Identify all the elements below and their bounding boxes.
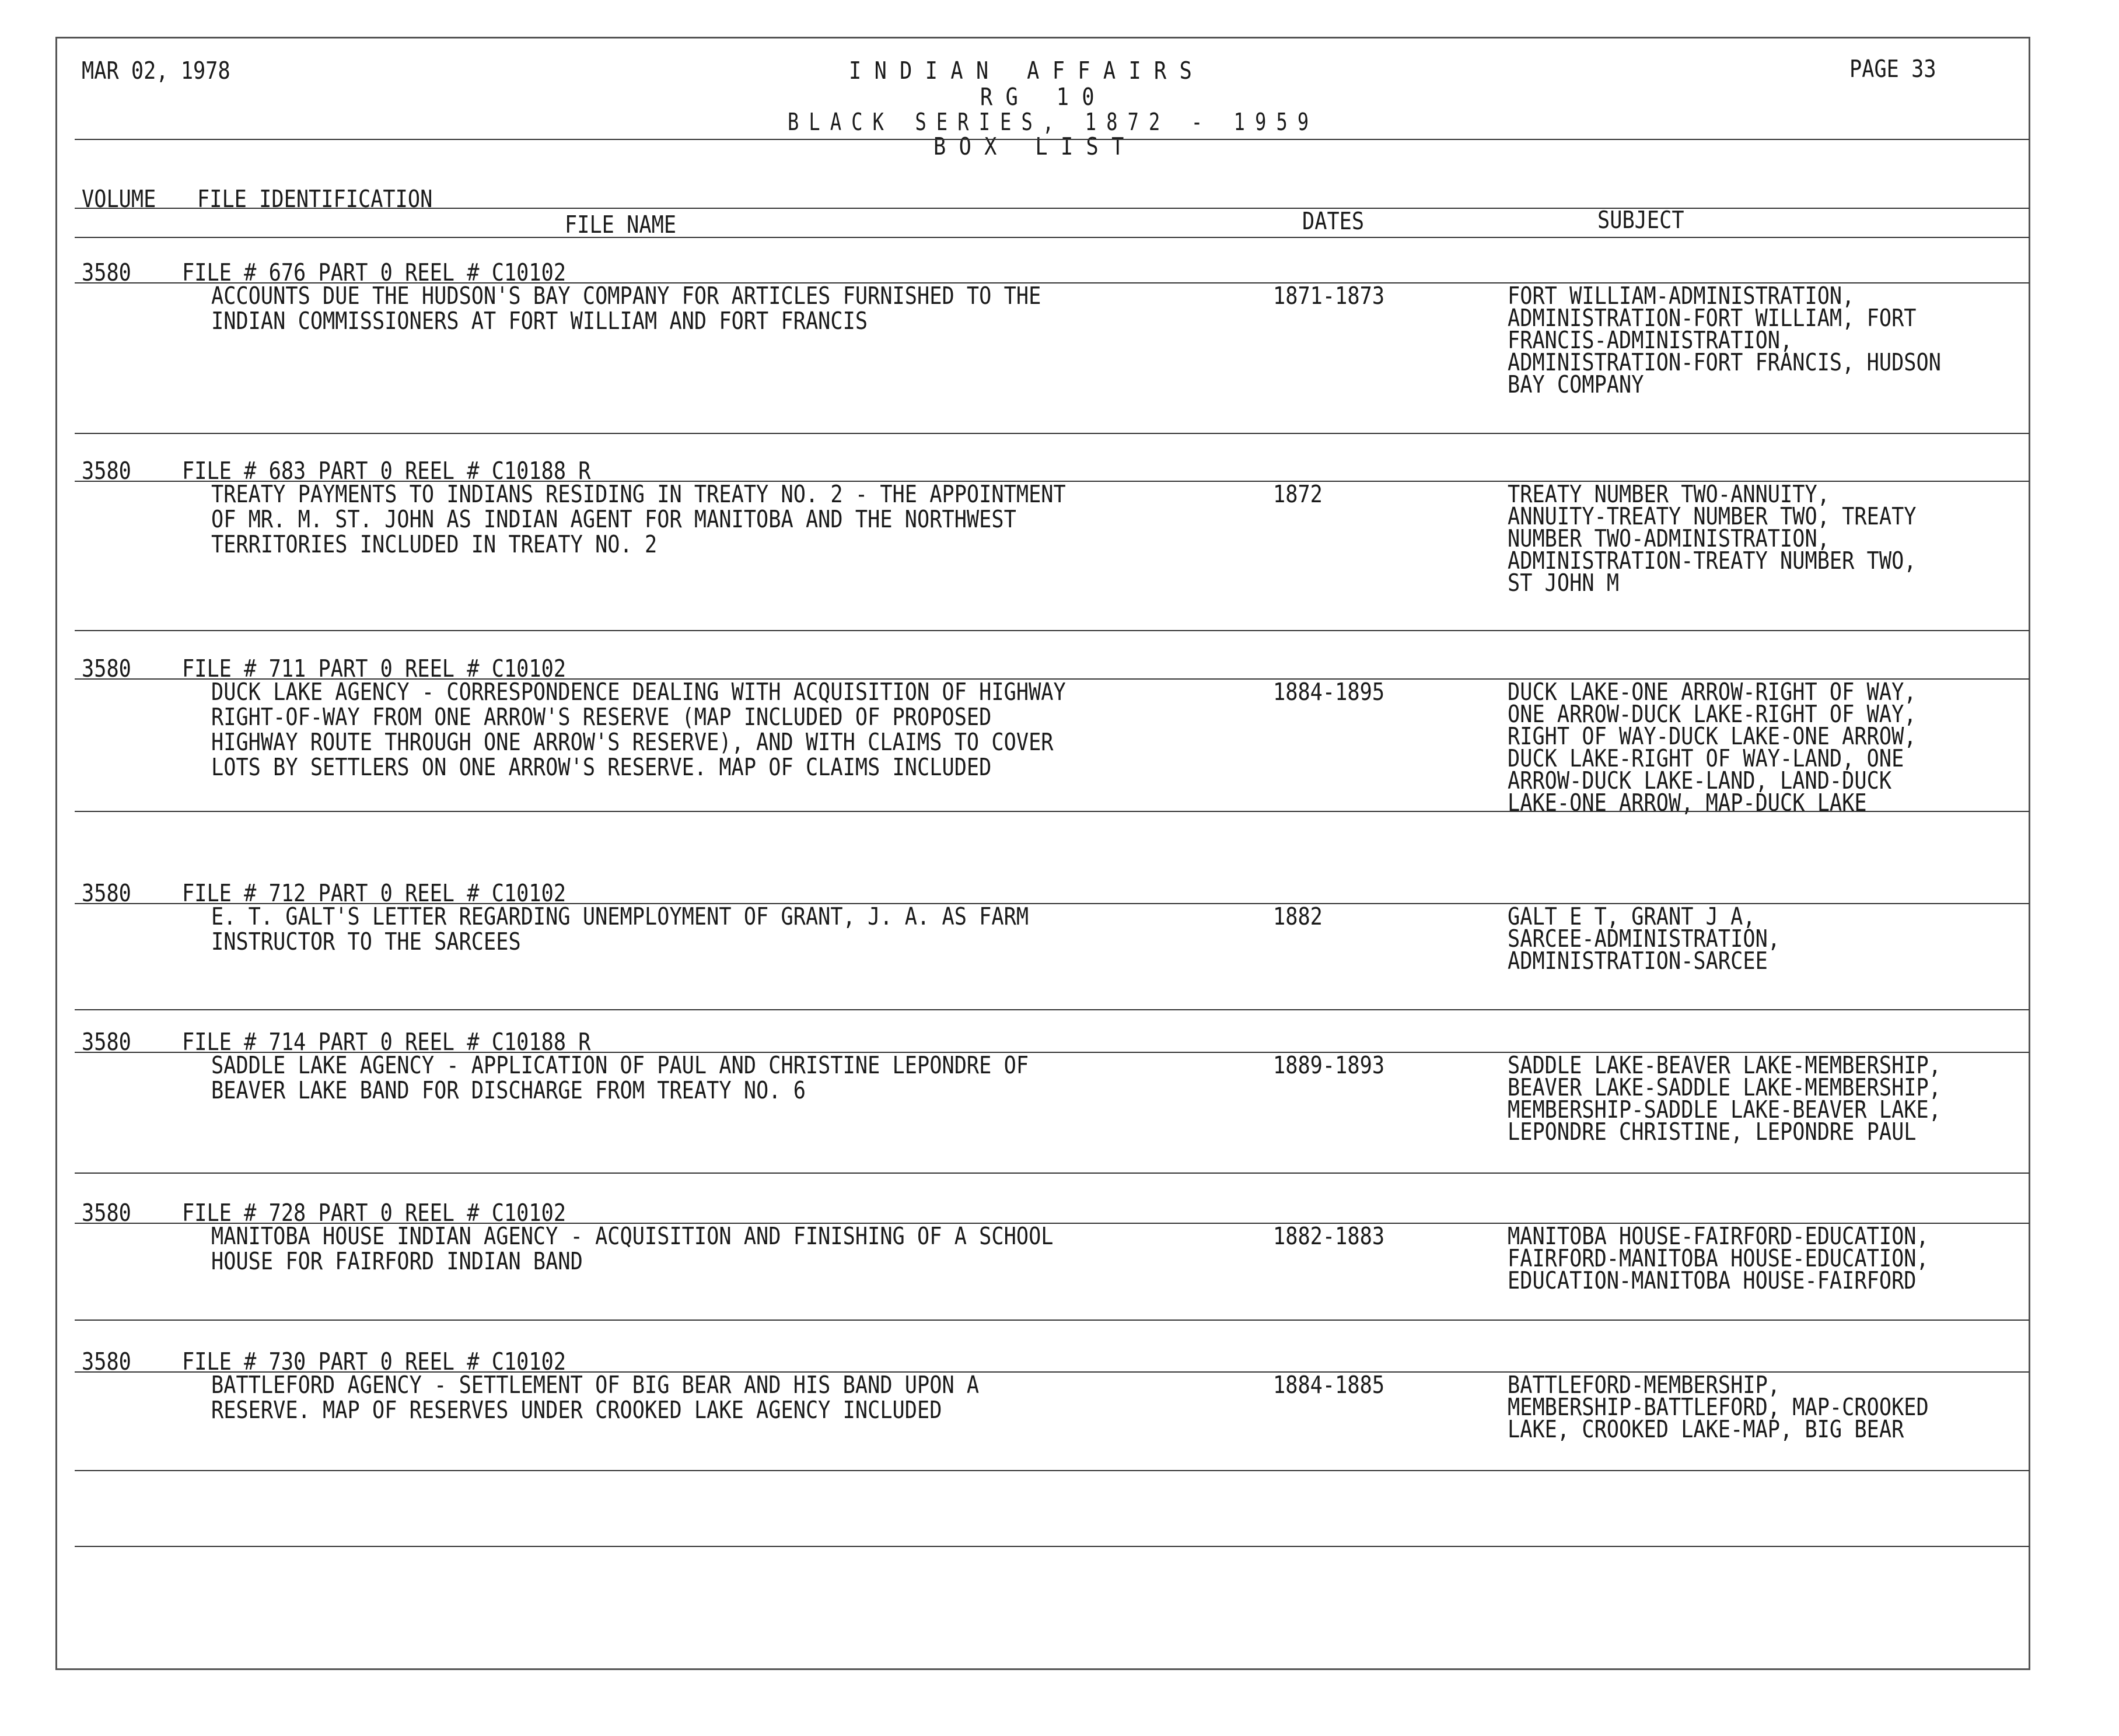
entry-subject-line: ADMINISTRATION-TREATY NUMBER TWO, (1508, 547, 1917, 575)
entry-file-name-line: BATTLEFORD AGENCY - SETTLEMENT OF BIG BEAR AND HIS BAND UPON A (211, 1371, 980, 1399)
entry-subject-line: LEPONDRE CHRISTINE, LEPONDRE PAUL (1508, 1118, 1917, 1146)
entry-separator (75, 1172, 2029, 1174)
entry-file-name-line: INSTRUCTOR TO THE SARCEES (211, 928, 521, 956)
entry-file-id: FILE # 712 PART 0 REEL # C10102 (182, 879, 567, 907)
entry-subject-line: TREATY NUMBER TWO-ANNUITY, (1508, 480, 1830, 508)
entry-file-id: FILE # 683 PART 0 REEL # C10188 R (182, 457, 591, 485)
entry-subject-line: LAKE-ONE ARROW, MAP-DUCK LAKE (1508, 789, 1867, 817)
entry-subject-line: DUCK LAKE-ONE ARROW-RIGHT OF WAY, (1508, 678, 1917, 706)
entry-subject-line: FORT WILLIAM-ADMINISTRATION, (1508, 282, 1855, 310)
entry-file-name-line: BEAVER LAKE BAND FOR DISCHARGE FROM TREATY NO. 6 (211, 1076, 806, 1104)
entry-file-id: FILE # 728 PART 0 REEL # C10102 (182, 1199, 567, 1227)
entry-subject-line: MANITOBA HOUSE-FAIRFORD-EDUCATION, (1508, 1222, 1929, 1250)
entry-dates: 1882 (1273, 902, 1323, 930)
entry-separator (75, 811, 2029, 812)
entry-subject-line: BAY COMPANY (1508, 370, 1644, 398)
entry-subject-line: ANNUITY-TREATY NUMBER TWO, TREATY (1508, 502, 1917, 530)
entry-subject-line: ST JOHN M (1508, 569, 1620, 597)
entry-volume: 3580 (82, 457, 131, 485)
entry-subject-line: ONE ARROW-DUCK LAKE-RIGHT OF WAY, (1508, 700, 1917, 728)
entry-subject-line: NUMBER TWO-ADMINISTRATION, (1508, 524, 1830, 552)
entry-subject-line: LAKE, CROOKED LAKE-MAP, BIG BEAR (1508, 1415, 1904, 1443)
entry-separator (75, 1470, 2029, 1471)
column-volume: VOLUME (82, 185, 156, 213)
entry-file-name-line: TERRITORIES INCLUDED IN TREATY NO. 2 (211, 530, 658, 558)
report-title: INDIAN AFFAIRS (849, 57, 1205, 85)
entry-file-name-line: TREATY PAYMENTS TO INDIANS RESIDING IN TREATY NO. 2 - THE APPOINTMENT (211, 480, 1066, 508)
entry-subject-line: ADMINISTRATION-FORT FRANCIS, HUDSON (1508, 348, 1941, 376)
entry-volume: 3580 (82, 879, 131, 907)
entry-file-name-line: HIGHWAY ROUTE THROUGH ONE ARROW'S RESERVE), AND WITH CLAIMS TO COVER (211, 728, 1054, 756)
entry-subject-line: EDUCATION-MANITOBA HOUSE-FAIRFORD (1508, 1266, 1917, 1294)
entry-subject-line: RIGHT OF WAY-DUCK LAKE-ONE ARROW, (1508, 722, 1917, 750)
entry-subject-line: ADMINISTRATION-SARCEE (1508, 947, 1768, 975)
row-rule (75, 1371, 2029, 1373)
entry-dates: 1889-1893 (1273, 1051, 1385, 1079)
entry-file-name-line: LOTS BY SETTLERS ON ONE ARROW'S RESERVE. MAP OF CLAIMS INCLUDED (211, 753, 992, 781)
entry-subject-line: BATTLEFORD-MEMBERSHIP, (1508, 1371, 1781, 1399)
entry-file-name-line: DUCK LAKE AGENCY - CORRESPONDENCE DEALING WITH ACQUISITION OF HIGHWAY (211, 678, 1066, 706)
entry-subject-line: ADMINISTRATION-FORT WILLIAM, FORT (1508, 304, 1917, 332)
entry-file-name-line: SADDLE LAKE AGENCY - APPLICATION OF PAUL AND CHRISTINE LEPONDRE OF (211, 1051, 1029, 1079)
entry-volume: 3580 (82, 1348, 131, 1376)
entry-volume: 3580 (82, 258, 131, 286)
entry-subject-line: GALT E T, GRANT J A, (1508, 902, 1756, 930)
entry-file-name-line: HOUSE FOR FAIRFORD INDIAN BAND (211, 1247, 583, 1275)
column-dates: DATES (1302, 207, 1365, 235)
entry-file-id: FILE # 711 PART 0 REEL # C10102 (182, 654, 567, 682)
entry-subject-line: ARROW-DUCK LAKE-LAND, LAND-DUCK (1508, 766, 1892, 794)
entry-subject-line: MEMBERSHIP-BATTLEFORD, MAP-CROOKED (1508, 1393, 1929, 1421)
entry-dates: 1872 (1273, 480, 1323, 508)
report-date: MAR 02, 1978 (82, 57, 230, 85)
entry-file-name-line: RESERVE. MAP OF RESERVES UNDER CROOKED LAKE AGENCY INCLUDED (211, 1396, 942, 1424)
column-rule-2 (75, 237, 2029, 238)
entry-file-name-line: RIGHT-OF-WAY FROM ONE ARROW'S RESERVE (MAP INCLUDED OF PROPOSED (211, 703, 992, 731)
entry-separator (75, 1546, 2029, 1547)
record-group: RG 10 (980, 83, 1107, 111)
entry-separator (75, 1320, 2029, 1321)
column-file-identification: FILE IDENTIFICATION (197, 185, 433, 213)
row-rule (75, 903, 2029, 904)
column-subject: SUBJECT (1597, 206, 1684, 234)
page-number: PAGE 33 (1849, 55, 1936, 83)
entry-dates: 1884-1885 (1273, 1371, 1385, 1399)
header-rule (75, 139, 2029, 140)
entry-dates: 1871-1873 (1273, 282, 1385, 310)
series-name: BLACK SERIES, 1872 - 1959 (788, 108, 1319, 136)
entry-subject-line: SADDLE LAKE-BEAVER LAKE-MEMBERSHIP, (1508, 1051, 1941, 1079)
entry-dates: 1882-1883 (1273, 1222, 1385, 1250)
entry-file-id: FILE # 676 PART 0 REEL # C10102 (182, 258, 567, 286)
row-rule (75, 282, 2029, 284)
entry-subject-line: MEMBERSHIP-SADDLE LAKE-BEAVER LAKE, (1508, 1096, 1941, 1124)
entry-dates: 1884-1895 (1273, 678, 1385, 706)
entry-separator (75, 630, 2029, 631)
entry-file-name-line: OF MR. M. ST. JOHN AS INDIAN AGENT FOR MANITOBA AND THE NORTHWEST (211, 505, 1016, 533)
entry-file-name-line: ACCOUNTS DUE THE HUDSON'S BAY COMPANY FOR ARTICLES FURNISHED TO THE (211, 282, 1041, 310)
entry-separator (75, 433, 2029, 434)
entry-volume: 3580 (82, 654, 131, 682)
column-file-name: FILE NAME (565, 211, 677, 239)
entry-separator (75, 1009, 2029, 1010)
entry-subject-line: FRANCIS-ADMINISTRATION, (1508, 326, 1793, 354)
entry-file-name-line: MANITOBA HOUSE INDIAN AGENCY - ACQUISITION AND FINISHING OF A SCHOOL (211, 1222, 1054, 1250)
list-type: BOX LIST (933, 132, 1137, 160)
entry-file-name-line: E. T. GALT'S LETTER REGARDING UNEMPLOYMENT OF GRANT, J. A. AS FARM (211, 902, 1029, 930)
entry-volume: 3580 (82, 1028, 131, 1056)
row-rule (75, 1052, 2029, 1053)
row-rule (75, 1223, 2029, 1224)
entry-subject-line: BEAVER LAKE-SADDLE LAKE-MEMBERSHIP, (1508, 1073, 1941, 1101)
entry-subject-line: DUCK LAKE-RIGHT OF WAY-LAND, ONE (1508, 744, 1904, 772)
entry-file-name-line: INDIAN COMMISSIONERS AT FORT WILLIAM AND FORT FRANCIS (211, 307, 868, 335)
entry-file-id: FILE # 730 PART 0 REEL # C10102 (182, 1348, 567, 1376)
entry-subject-line: SARCEE-ADMINISTRATION, (1508, 925, 1781, 953)
column-rule (75, 208, 2029, 209)
entry-file-id: FILE # 714 PART 0 REEL # C10188 R (182, 1028, 591, 1056)
entry-volume: 3580 (82, 1199, 131, 1227)
entry-subject-line: FAIRFORD-MANITOBA HOUSE-EDUCATION, (1508, 1244, 1929, 1272)
row-rule (75, 678, 2029, 680)
row-rule (75, 481, 2029, 482)
